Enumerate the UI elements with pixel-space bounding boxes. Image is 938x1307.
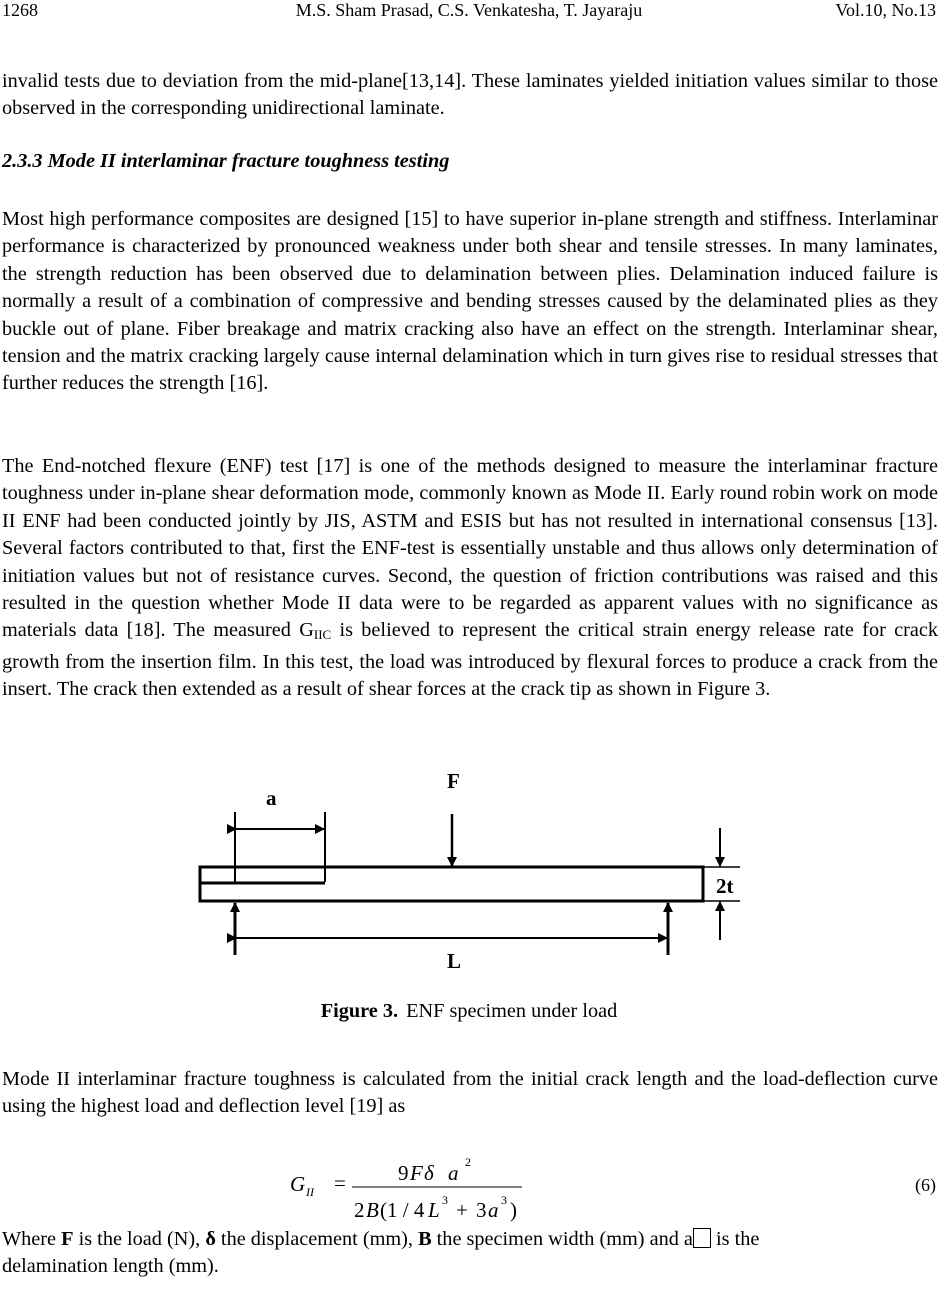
figure-caption-text: ENF specimen under load	[406, 1000, 618, 1022]
symbol-b: B	[418, 1228, 432, 1250]
eq-den-a: a	[488, 1198, 499, 1222]
equation-giic	[290, 1154, 530, 1224]
where-load: is the load (N),	[73, 1228, 206, 1250]
missing-glyph-box	[693, 1228, 711, 1248]
eq-lhs-sub: II	[306, 1185, 314, 1199]
label-2t: 2t	[716, 874, 734, 898]
eq-den-open: (1 / 4	[380, 1198, 425, 1222]
running-authors: M.S. Sham Prasad, C.S. Venkatesha, T. Jayaraju	[295, 0, 643, 20]
symbol-delta: δ	[205, 1228, 216, 1250]
paragraph-enf-test	[2, 453, 938, 704]
eq-den-b: B	[366, 1198, 379, 1222]
page-header	[0, 0, 938, 24]
symbol-f: F	[61, 1228, 74, 1250]
eq-den-2: 2	[354, 1198, 365, 1222]
label-a: a	[266, 786, 277, 810]
eq-equals: =	[334, 1171, 346, 1195]
where-text: Where	[2, 1228, 62, 1250]
equation-number: (6)	[915, 1175, 936, 1195]
eq-den-exp1: 3	[442, 1193, 448, 1207]
paragraph-invalid-tests: invalid tests due to deviation from the mid-plane[13,14]. These laminates yielded initiation values similar to those observed in the corresponding unidirectional laminate.	[2, 70, 938, 120]
paragraph-mode2-calculation: Mode II interlaminar fracture toughness is calculated from the initial crack length and the load-deflection curve using the highest load and deflection level [19] as	[2, 1068, 938, 1118]
where-displacement: the displacement (mm),	[215, 1228, 419, 1250]
eq-den-exp2: 3	[501, 1193, 507, 1207]
eq-num-a: a	[448, 1161, 459, 1185]
enf-text-part1: The End-notched flexure (ENF) test [17] is one of the methods designed to measure the interlaminar fracture toughness under in-plane shear deformation mode, commonly known as Mode II. Early round robin work on mode II ENF had been conducted jointly by JIS, ASTM and ESIS but has not resulted in international consensus [13]. Several factors contributed to that, first the ENF-test is essentially unstable and thus allows only determination of initiation values but not of resistance curves. Second, the question of friction contributions was raised and this resulted in the question whether Mode II data were to be regarded as apparent values with no significance as materials data [18]. The measured G	[2, 455, 938, 642]
eq-den-close: )	[510, 1198, 517, 1222]
eq-den-plus: +	[456, 1198, 468, 1222]
paragraph-where	[2, 1226, 938, 1281]
eq-num-exp: 2	[465, 1155, 471, 1169]
giic-subscript: IIC	[313, 627, 332, 643]
enf-specimen-figure	[0, 760, 938, 990]
figure-caption	[0, 1000, 938, 1023]
eq-num-f: F	[410, 1161, 423, 1185]
where-delamination: delamination length (mm).	[2, 1255, 219, 1278]
where-is-the: is the	[710, 1228, 760, 1250]
page-number: 1268	[2, 0, 38, 20]
eq-lhs: G	[290, 1172, 306, 1196]
paragraph-composites: Most high performance composites are designed [15] to have superior in-plane strength and stiffness. Interlaminar performance is characterized by pronounced weakness under both shear and tensile stresses. In many laminates, the strength reduction has been observed due to delamination between plies. Delamination induced failure is normally a result of a combination of compressive and bending stresses caused by the delaminated plies as they buckle out of plane. Fiber breakage and matrix cracking also have an effect on the strength. Interlaminar shear, tension and the matrix cracking largely cause internal delamination which in turn gives rise to residual stresses that further reduces the strength [16].	[2, 208, 938, 395]
label-f: F	[447, 769, 460, 793]
eq-num-coef: 9	[398, 1161, 409, 1185]
section-heading: 2.3.3 Mode II interlaminar fracture toughness testing	[2, 150, 450, 172]
journal-volume: Vol.10, No.13	[835, 0, 936, 20]
eq-den-l: L	[428, 1198, 440, 1222]
eq-den-3: 3	[476, 1198, 487, 1222]
figure-caption-label: Figure 3.	[320, 1000, 399, 1022]
enf-text-part2: is believed to represent the critical strain energy release rate for crack growth from the insertion film. In this test, the load was introduced by flexural forces to produce a crack from the insert. The crack then extended as a result of shear forces at the crack tip as shown in Figure 3.	[2, 619, 938, 701]
label-l: L	[447, 949, 462, 973]
where-width: the specimen width (mm) and a	[431, 1228, 693, 1250]
eq-num-delta: δ	[424, 1161, 434, 1185]
